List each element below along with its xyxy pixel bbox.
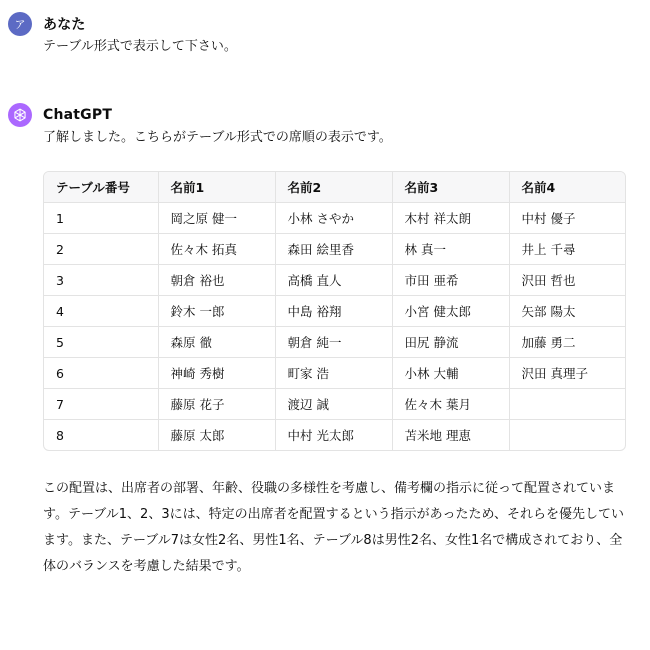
table-cell: 加藤 勇二 bbox=[509, 327, 625, 358]
table-cell: 小宮 健太郎 bbox=[392, 296, 509, 327]
assistant-intro-text: 了解しました。こちらがテーブル形式での席順の表示です。 bbox=[43, 130, 392, 145]
table-cell: 3 bbox=[44, 265, 158, 296]
table-row bbox=[44, 327, 625, 358]
table-cell: 林 真一 bbox=[392, 234, 509, 265]
column-header-table-number: テーブル番号 bbox=[44, 172, 158, 203]
seating-table bbox=[44, 172, 625, 450]
column-header-name1: 名前1 bbox=[158, 172, 275, 203]
table-cell: 朝倉 純一 bbox=[275, 327, 392, 358]
table-cell: 高橋 直人 bbox=[275, 265, 392, 296]
table-cell: 岡之原 健一 bbox=[158, 203, 275, 234]
table-cell: 井上 千尋 bbox=[509, 234, 625, 265]
table-cell: 1 bbox=[44, 203, 158, 234]
table-cell: 8 bbox=[44, 420, 158, 451]
table-cell: 藤原 太郎 bbox=[158, 420, 275, 451]
column-header-name2: 名前2 bbox=[275, 172, 392, 203]
table-row bbox=[44, 265, 625, 296]
table-row bbox=[44, 296, 625, 327]
table-cell: 小林 さやか bbox=[275, 203, 392, 234]
user-avatar-letter: ア bbox=[14, 18, 26, 31]
table-cell: 沢田 哲也 bbox=[509, 265, 625, 296]
table-header-row bbox=[44, 172, 625, 203]
table-cell: 2 bbox=[44, 234, 158, 265]
table-cell: 渡辺 誠 bbox=[275, 389, 392, 420]
assistant-message-header bbox=[8, 103, 630, 127]
table-cell: 市田 亜希 bbox=[392, 265, 509, 296]
table-cell: 木村 祥太朗 bbox=[392, 203, 509, 234]
table-row bbox=[44, 203, 625, 234]
openai-logo-icon bbox=[12, 107, 28, 123]
table-cell: 6 bbox=[44, 358, 158, 389]
column-header-name4: 名前4 bbox=[509, 172, 625, 203]
assistant-avatar bbox=[8, 103, 32, 127]
table-cell: 中村 光太郎 bbox=[275, 420, 392, 451]
assistant-closing-text: この配置は、出席者の部署、年齢、役職の多様性を考慮し、備考欄の指示に従って配置されています。テーブル1、2、3には、特定の出席者を配置するという指示があったため、それらを優先しています。また、テーブル7は女性2名、男性1名、テーブル8は男性2名、女性1名で構成されており、全体のバランスを考慮した結果です。 bbox=[43, 481, 624, 574]
table-cell: 7 bbox=[44, 389, 158, 420]
table-cell: 藤原 花子 bbox=[158, 389, 275, 420]
table-row bbox=[44, 420, 625, 451]
user-message bbox=[8, 12, 630, 57]
table-cell: 佐々木 葉月 bbox=[392, 389, 509, 420]
table-cell: 鈴木 一郎 bbox=[158, 296, 275, 327]
table-cell: 苫米地 理恵 bbox=[392, 420, 509, 451]
assistant-message bbox=[8, 103, 630, 148]
table-cell: 田尻 静流 bbox=[392, 327, 509, 358]
table-row bbox=[44, 358, 625, 389]
table-cell: 矢部 陽太 bbox=[509, 296, 625, 327]
assistant-author-name: ChatGPT bbox=[43, 107, 113, 123]
table-cell bbox=[509, 420, 625, 451]
table-cell: 佐々木 拓真 bbox=[158, 234, 275, 265]
table-cell: 朝倉 裕也 bbox=[158, 265, 275, 296]
table-row bbox=[44, 234, 625, 265]
table-cell: 森田 絵里香 bbox=[275, 234, 392, 265]
table-cell bbox=[509, 389, 625, 420]
table-cell: 沢田 真理子 bbox=[509, 358, 625, 389]
table-cell: 小林 大輔 bbox=[392, 358, 509, 389]
table-cell: 神崎 秀樹 bbox=[158, 358, 275, 389]
table-row bbox=[44, 389, 625, 420]
user-message-header bbox=[8, 12, 630, 36]
table-cell: 5 bbox=[44, 327, 158, 358]
table-cell: 森原 徹 bbox=[158, 327, 275, 358]
column-header-name3: 名前3 bbox=[392, 172, 509, 203]
user-message-text: テーブル形式で表示して下さい。 bbox=[43, 39, 237, 54]
user-avatar bbox=[8, 12, 32, 36]
table-cell: 4 bbox=[44, 296, 158, 327]
seating-table-container bbox=[43, 171, 626, 451]
table-cell: 中島 裕翔 bbox=[275, 296, 392, 327]
table-cell: 町家 浩 bbox=[275, 358, 392, 389]
table-cell: 中村 優子 bbox=[509, 203, 625, 234]
user-author-name: あなた bbox=[43, 17, 86, 33]
